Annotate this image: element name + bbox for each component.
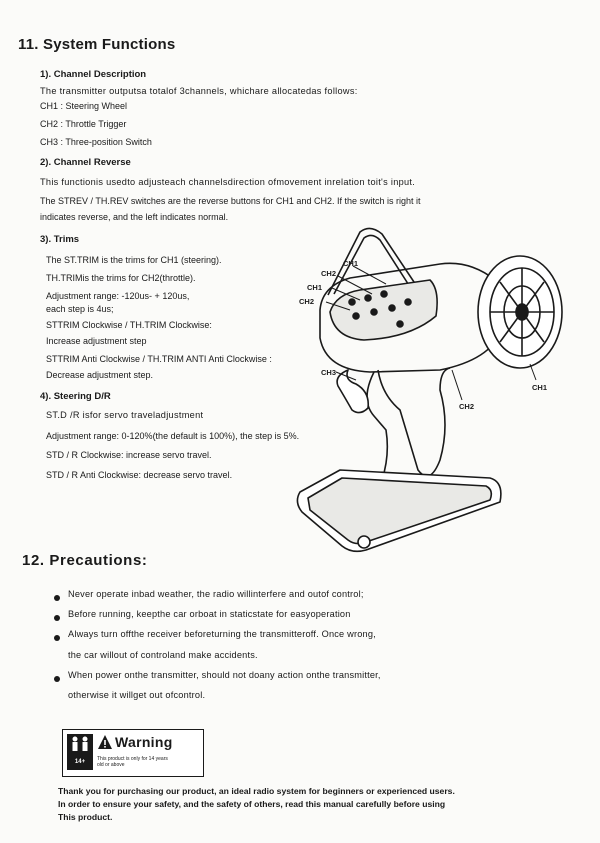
trims-line5: STTRIM Clockwise / TH.TRIM Clockwise: [46,320,212,330]
diagram-label-ch2-trigger: CH2 [459,402,475,411]
section-12-title: 12. Precautions: [22,552,148,569]
precaution-4: When power onthe transmitter, should not doany action onthe transmitter, [68,670,381,680]
channel-ch1-text: CH1 : Steering Wheel [40,101,128,111]
bullet-dot [54,635,60,641]
footer-line1: Thank you for purchasing our product, an ideal radio system for beginners or experienced users. [58,786,455,796]
channel-description-intro: The transmitter outputsa totalof 3channels, whichare allocatedas follows: [40,86,358,96]
precaution-1: Never operate inbad weather, the radio willinterfere and outof control; [68,589,364,599]
diagram-label-ch3: CH3 [321,368,337,377]
precaution-4-cont: otherwise it willget out ofcontrol. [68,690,206,700]
steering-dr-line2: Adjustment range: 0-120%(the default is 100%), the step is 5%. [46,431,300,441]
warning-triangle-icon [97,734,113,750]
steering-dr-line1: ST.D /R isfor servo traveladjustment [46,410,204,420]
precaution-3: Always turn offthe receiver beforeturning the transmitteroff. Once wrong, [68,629,376,639]
steering-dr-heading: 4). Steering D/R [40,391,111,402]
channel-reverse-line2: The STREV / TH.REV switches are the reverse buttons for CH1 and CH2. If the switch is right it [40,196,421,206]
trims-line4: each step is 4us; [46,304,114,314]
trims-line8: Decrease adjustment step. [46,370,154,380]
age-label: 14+ [74,759,86,765]
channel-reverse-line3: indicates reverse, and the left indicates normal. [40,212,229,222]
trims-line6: Increase adjustment step [46,336,147,346]
throttle-trigger [337,370,368,413]
channel-description-heading: 1). Channel Description [40,69,147,80]
warning-note-line2: old or above [97,762,125,768]
diagram-label-ch1-wheel: CH1 [532,383,548,392]
footer-line2: In order to ensure your safety, and the safety of others, read this manual carefully before using [58,799,446,809]
age-restriction-icon [67,734,93,770]
trims-line7: STTRIM Anti Clockwise / TH.TRIM ANTI Anti Clockwise : [46,354,272,364]
channel-reverse-line1: This functionis usedto adjusteach channelsdirection ofmovement inrelation toit's input. [40,177,416,187]
steering-dr-line3: STD / R Clockwise: increase servo travel. [46,450,212,460]
diagram-label-ch2-top: CH2 [321,269,337,278]
bullet-dot [54,615,60,621]
warning-title: Warning [115,734,173,750]
channel-ch2-text: CH2 : Throttle Trigger [40,119,127,129]
trims-heading: 3). Trims [40,234,80,245]
trims-line1: The ST.TRIM is the trims for CH1 (steering). [46,255,222,265]
diagram-label-ch1-top: CH1 [343,259,359,268]
section-11-title: 11. System Functions [18,36,176,53]
trims-line3: Adjustment range: -120us- + 120us, [46,291,190,301]
diagram-label-ch1-mid: CH1 [307,283,323,292]
precaution-3-cont: the car willout of controland make accidents. [68,650,258,660]
bullet-dot [54,676,60,682]
steering-dr-line4: STD / R Anti Clockwise: decrease servo travel. [46,470,233,480]
footer-line3: This product. [58,812,113,822]
warning-box [62,729,204,777]
warning-note-line1: This product is only for 14 years [97,756,168,762]
trims-line2: TH.TRIMis the trims for CH2(throttle). [46,273,196,283]
channel-ch3-text: CH3 : Three-position Switch [40,137,152,147]
bullet-dot [54,595,60,601]
channel-reverse-heading: 2). Channel Reverse [40,157,131,168]
precaution-2: Before running, keepthe car orboat in staticstate for easyoperation [68,609,351,619]
grip [378,368,450,476]
children-icon [67,734,93,758]
diagram-label-ch2-mid: CH2 [299,297,315,306]
